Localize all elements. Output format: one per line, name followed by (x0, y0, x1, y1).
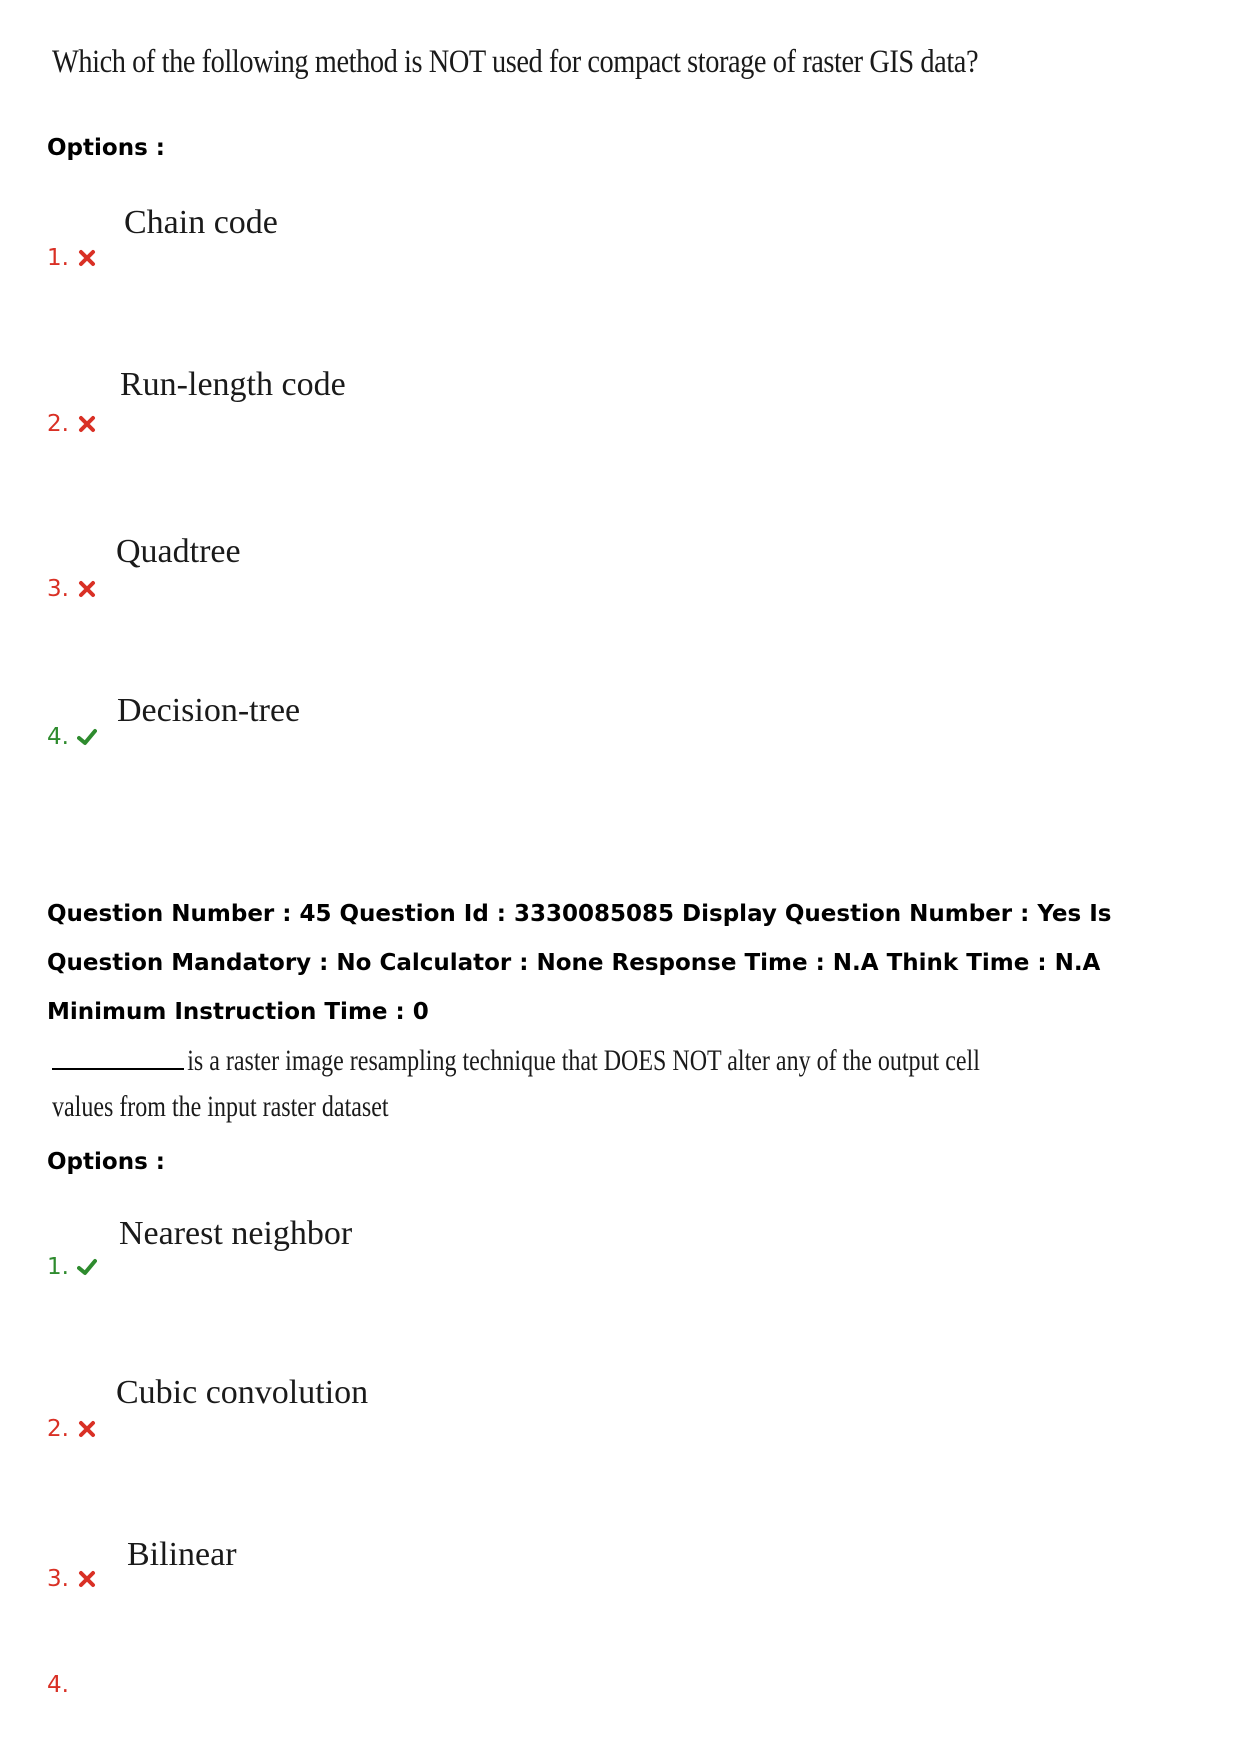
option-number-label: 1. (47, 245, 69, 271)
question-meta: Question Number : 45 Question Id : 3330085085 Display Question Number : Yes Is Question Mandatory : No Calculator : None Response Time : N.A Think Time : N.A Minimum Instruction Time : 0 (47, 901, 1112, 1025)
option-text: Decision-tree (117, 692, 301, 729)
option-number (47, 724, 97, 750)
option-number-label: 2. (47, 1416, 69, 1442)
cross-icon (77, 1569, 97, 1589)
check-icon (77, 1257, 97, 1277)
option-number-label: 2. (47, 411, 69, 437)
option-number-label: 4. (47, 724, 69, 750)
option-number-label: 4. (47, 1672, 69, 1698)
option-number-label: 3. (47, 576, 69, 602)
option-text: Run-length code (120, 366, 346, 403)
option-number (47, 1566, 97, 1592)
question-2-line-1 (52, 1040, 980, 1078)
option-number (47, 1254, 97, 1280)
check-icon (77, 727, 97, 747)
question-2-text-line-2: values from the input raster dataset (52, 1090, 389, 1123)
cross-icon (77, 414, 97, 434)
cross-icon (77, 1419, 97, 1439)
option-number (47, 245, 97, 271)
options-label: Options : (47, 135, 165, 161)
option-number (47, 1672, 69, 1698)
fill-in-blank (52, 1040, 184, 1070)
option-text: Bilinear (127, 1536, 237, 1573)
question-1-text: Which of the following method is NOT used for compact storage of raster GIS data? (52, 44, 979, 80)
option-number (47, 576, 97, 602)
cross-icon (77, 248, 97, 268)
options-label: Options : (47, 1149, 165, 1175)
option-text: Quadtree (116, 533, 241, 570)
option-text: Nearest neighbor (119, 1215, 353, 1252)
option-number-label: 3. (47, 1566, 69, 1592)
option-text: Chain code (124, 204, 278, 241)
option-number (47, 1416, 97, 1442)
option-number (47, 411, 97, 437)
option-text: Cubic convolution (116, 1374, 369, 1411)
question-2-text-line-1: is a raster image resampling technique that DOES NOT alter any of the output cell (187, 1044, 980, 1077)
option-number-label: 1. (47, 1254, 69, 1280)
cross-icon (77, 579, 97, 599)
